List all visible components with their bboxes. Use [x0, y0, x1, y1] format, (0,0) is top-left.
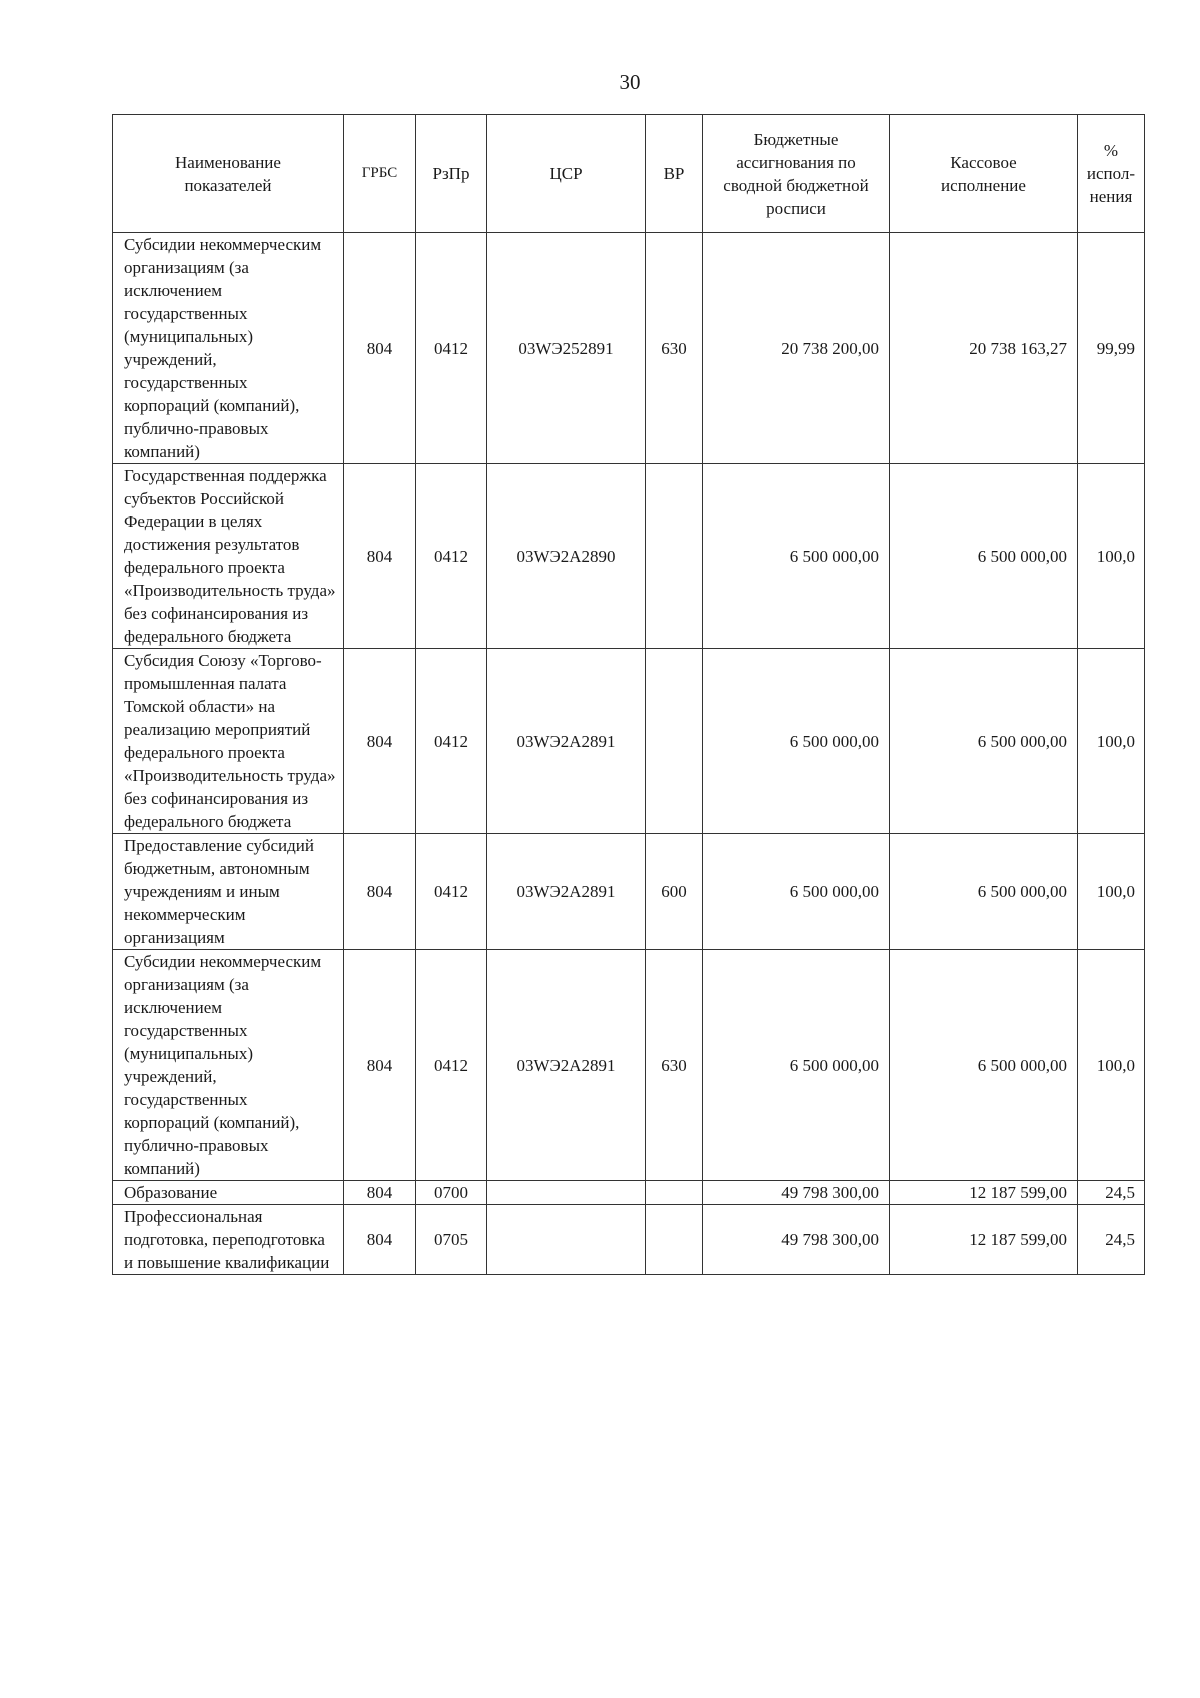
table-row	[113, 834, 1145, 950]
row-percent: 100,0	[1078, 464, 1145, 649]
row-budget: 6 500 000,00	[703, 649, 890, 834]
row-vr: 630	[646, 950, 703, 1181]
row-rzpr: 0700	[416, 1181, 487, 1205]
row-grbs: 804	[344, 233, 416, 464]
row-rzpr: 0412	[416, 233, 487, 464]
page-number: 30	[619, 70, 641, 94]
row-percent: 100,0	[1078, 649, 1145, 834]
row-rzpr: 0705	[416, 1205, 487, 1275]
row-percent: 24,5	[1078, 1181, 1145, 1205]
table-row	[113, 950, 1145, 1181]
header-budget: Бюджетные ассигнования по сводной бюджетной росписи	[703, 115, 890, 233]
row-name: Субсидия Союзу «Торгово-промышленная палата Томской области» на реализацию мероприятий федерального проекта «Производительность труда» без софинансирования из федерального бюджета	[113, 649, 344, 834]
row-percent: 24,5	[1078, 1205, 1145, 1275]
header-cash: Кассовое исполнение	[890, 115, 1078, 233]
row-percent: 100,0	[1078, 950, 1145, 1181]
table-row	[113, 1205, 1145, 1275]
row-csr: 03WЭ2А2890	[487, 464, 646, 649]
row-percent: 100,0	[1078, 834, 1145, 950]
budget-execution-table	[112, 114, 1145, 1275]
row-cash: 6 500 000,00	[890, 464, 1078, 649]
table-row	[113, 464, 1145, 649]
row-rzpr: 0412	[416, 834, 487, 950]
header-vr: ВР	[646, 115, 703, 233]
row-cash: 12 187 599,00	[890, 1181, 1078, 1205]
row-budget: 49 798 300,00	[703, 1181, 890, 1205]
row-grbs: 804	[344, 649, 416, 834]
row-name: Государственная поддержка субъектов Российской Федерации в целях достижения результатов федерального проекта «Производительность труда» без софинансирования из федерального бюджета	[113, 464, 344, 649]
row-name: Предоставление субсидий бюджетным, автономным учреждениям и иным некоммерческим организациям	[113, 834, 344, 950]
row-vr	[646, 1181, 703, 1205]
row-budget: 6 500 000,00	[703, 464, 890, 649]
row-budget: 20 738 200,00	[703, 233, 890, 464]
header-name: Наименование показателей	[113, 115, 344, 233]
table-row	[113, 649, 1145, 834]
row-csr	[487, 1205, 646, 1275]
row-csr: 03WЭ2А2891	[487, 950, 646, 1181]
row-name: Образование	[113, 1181, 344, 1205]
row-vr: 630	[646, 233, 703, 464]
row-grbs: 804	[344, 464, 416, 649]
row-grbs: 804	[344, 834, 416, 950]
table-header-row	[113, 115, 1145, 233]
row-grbs: 804	[344, 950, 416, 1181]
header-grbs: ГРБС	[344, 115, 416, 233]
row-cash: 6 500 000,00	[890, 950, 1078, 1181]
row-percent: 99,99	[1078, 233, 1145, 464]
header-percent: % испол-нения	[1078, 115, 1145, 233]
row-vr	[646, 649, 703, 834]
row-name: Субсидии некоммерческим организациям (за исключением государственных (муниципальных) учреждений, государственных корпораций (компаний), публично-правовых компаний)	[113, 233, 344, 464]
row-name: Субсидии некоммерческим организациям (за исключением государственных (муниципальных) учреждений, государственных корпораций (компаний), публично-правовых компаний)	[113, 950, 344, 1181]
row-cash: 12 187 599,00	[890, 1205, 1078, 1275]
table-row	[113, 1181, 1145, 1205]
row-vr	[646, 464, 703, 649]
row-vr	[646, 1205, 703, 1275]
row-rzpr: 0412	[416, 464, 487, 649]
header-rzpr: РзПр	[416, 115, 487, 233]
row-budget: 49 798 300,00	[703, 1205, 890, 1275]
header-csr: ЦСР	[487, 115, 646, 233]
row-cash: 6 500 000,00	[890, 834, 1078, 950]
row-grbs: 804	[344, 1181, 416, 1205]
row-grbs: 804	[344, 1205, 416, 1275]
row-csr: 03WЭ252891	[487, 233, 646, 464]
row-vr: 600	[646, 834, 703, 950]
row-name: Профессиональная подготовка, переподготовка и повышение квалификации	[113, 1205, 344, 1275]
table-row	[113, 233, 1145, 464]
row-cash: 6 500 000,00	[890, 649, 1078, 834]
row-rzpr: 0412	[416, 950, 487, 1181]
row-budget: 6 500 000,00	[703, 950, 890, 1181]
row-csr	[487, 1181, 646, 1205]
row-csr: 03WЭ2А2891	[487, 834, 646, 950]
row-csr: 03WЭ2А2891	[487, 649, 646, 834]
row-cash: 20 738 163,27	[890, 233, 1078, 464]
row-rzpr: 0412	[416, 649, 487, 834]
row-budget: 6 500 000,00	[703, 834, 890, 950]
